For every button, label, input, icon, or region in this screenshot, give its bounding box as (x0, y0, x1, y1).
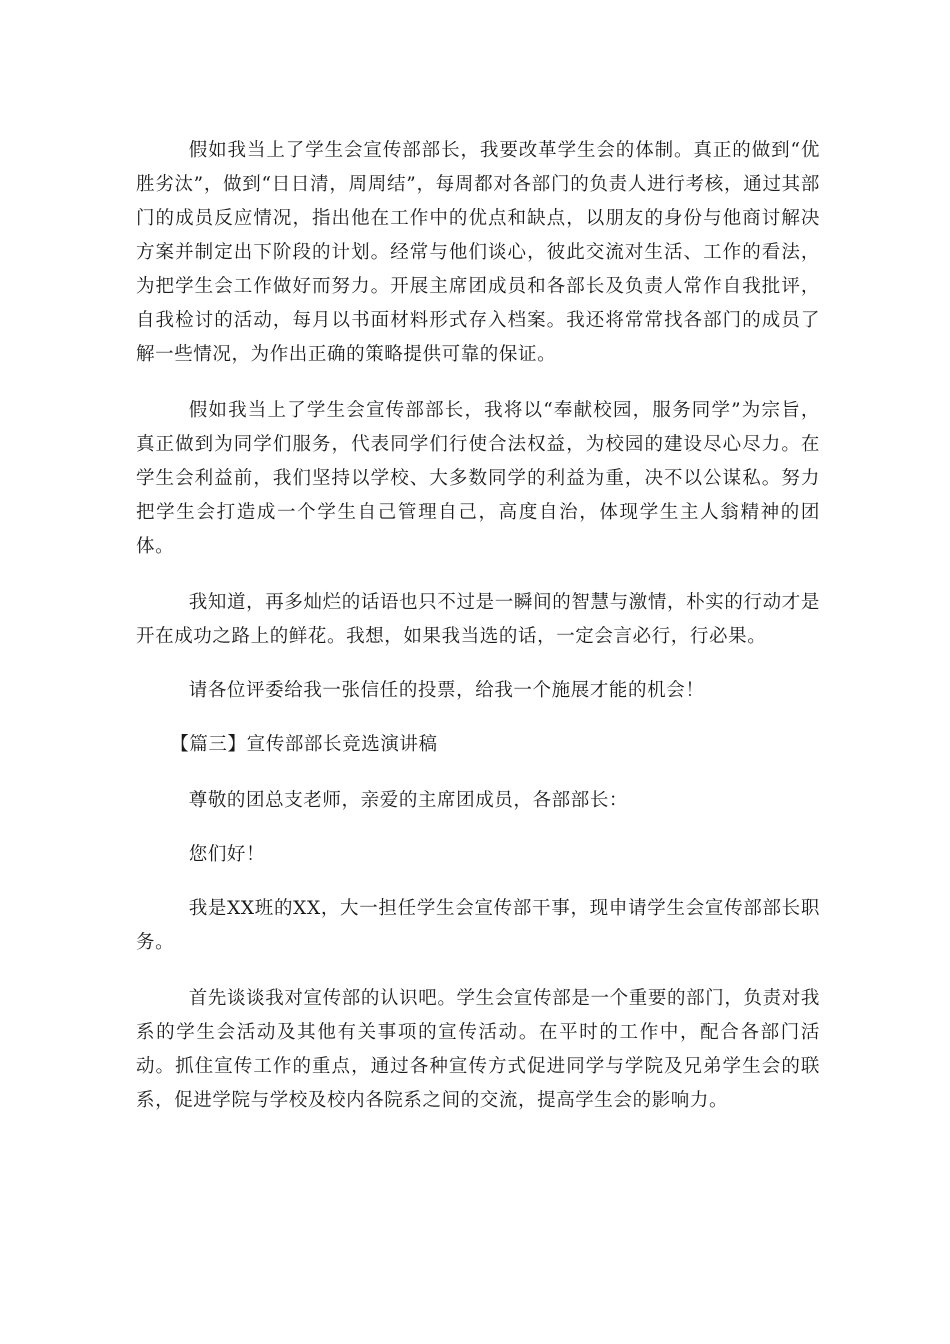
paragraph-greeting: 您们好！ (188, 844, 266, 865)
paragraph-reform: 假如我当上了学生会宣传部部长，我要改革学生会的体制。真正的做到“优胜劣汰”，做到“日日清，周周结”，每周都对各部门的负责人进行考核，通过其部门的成员反应情况，指出他在工作中的优点和缺点，以朋友的身份与他商讨解决方案并制定出下阶段的计划。经常与他们谈心，彼此交流对生活、工作的看法，为把学生会工作做好而努力。开展主席团成员和各部长及负责人常作自我批评，自我检讨的活动，每月以书面材料形式存入档案。我还将常常找各部门的成员了解一些情况，为作出正确的策略提供可靠的保证。 (136, 140, 820, 365)
paragraph-salutation: 尊敬的团总支老师，亲爱的主席团成员，各部部长： (188, 790, 629, 811)
paragraph-department-understanding: 首先谈谈我对宣传部的认识吧。学生会宣传部是一个重要的部门，负责对我系的学生会活动及其他有关事项的宣传活动。在平时的工作中，配合各部门活动。抓住宣传工作的重点，通过各种宣传方式促进同学与学院及兄弟学生会的联系，促进学院与学校及校内各院系之间的交流，提高学生会的影响力。 (136, 988, 820, 1111)
paragraph-purpose: 假如我当上了学生会宣传部部长，我将以“奉献校园，服务同学”为宗旨，真正做到为同学们服务，代表同学们行使合法权益，为校园的建设尽心尽力。在学生会利益前，我们坚持以学校、大多数同学的利益为重，决不以公谋私。努力把学生会打造成一个学生自己管理自己，高度自治，体现学生主人翁精神的团体。 (136, 400, 820, 557)
paragraph-introduction: 我是XX班的XX，大一担任学生会宣传部干事，现申请学生会宣传部部长职务。 (136, 898, 820, 953)
paragraph-action: 我知道，再多灿烂的话语也只不过是一瞬间的智慧与激情，朴实的行动才是开在成功之路上的鲜花。我想，如果我当选的话，一定会言必行，行必果。 (136, 592, 820, 647)
paragraph-vote-request: 请各位评委给我一张信任的投票，给我一个施展才能的机会！ (188, 680, 705, 701)
section-heading: 【篇三】宣传部部长竞选演讲稿 (170, 734, 438, 755)
document-body (136, 134, 820, 1138)
